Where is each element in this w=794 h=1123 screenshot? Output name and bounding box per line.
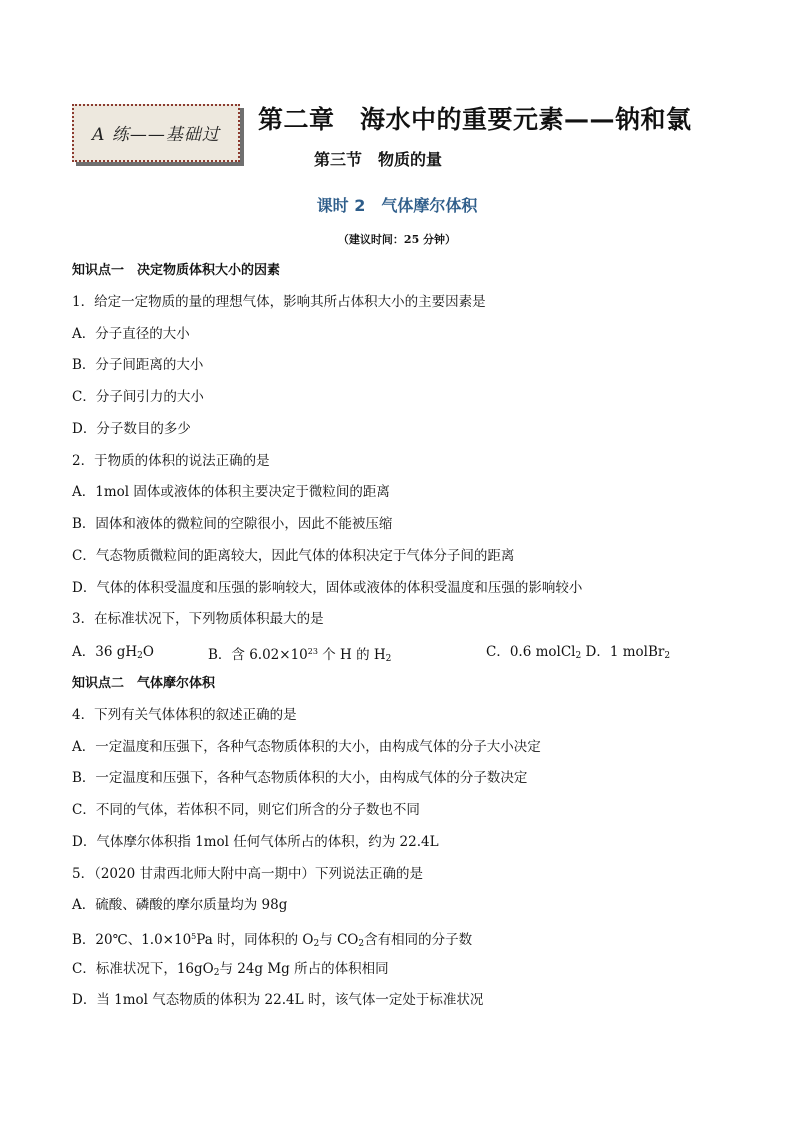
badge-text: A 练——基础过 — [92, 125, 220, 145]
section-title: 第三节 物质的量 — [314, 150, 443, 169]
question-2-option-b: B．固体和液体的微粒间的空隙很小，因此不能被压缩 — [72, 516, 393, 532]
question-5-option-d: D．当 1mol 气态物质的体积为 22.4L 时，该气体一定处于标准状况 — [72, 992, 484, 1008]
question-4-option-c: C．不同的气体，若体积不同，则它们所含的分子数也不同 — [72, 802, 420, 818]
question-5-option-b: B．20℃、$1.0\times 10^5Pa$ 时，同体积的 $O_2$与 $CO_2$含有相同的分子数 — [72, 932, 473, 949]
question-2-option-a: A．1mol 固体或液体的体积主要决定于微粒间的距离 — [72, 484, 390, 500]
question-1-stem: 1．给定一定物质的量的理想气体，影响其所占体积大小的主要因素是 — [72, 294, 486, 310]
chapter-title: 第二章 海水中的重要元素——钠和氯 — [258, 105, 692, 134]
lesson-title: 课时 2 气体摩尔体积 — [316, 196, 478, 215]
question-1-option-c: C．分子间引力的大小 — [72, 389, 204, 405]
question-4-option-d: D．气体摩尔体积指 1mol 任何气体所占的体积，约为 22.4L — [72, 834, 439, 850]
question-3-option-c-d: C．0.6 molCl$_2$ D．1 molBr$_2$ — [486, 644, 671, 661]
question-3-stem: 3．在标准状况下，下列物质体积最大的是 — [72, 611, 324, 627]
question-2-option-c: C．气态物质微粒间的距离较大，因此气体的体积决定于气体分子间的距离 — [72, 548, 515, 564]
question-4-option-a: A．一定温度和压强下，各种气态物质体积的大小，由构成气体的分子大小决定 — [72, 739, 541, 755]
knowledge-point-1: 知识点一 决定物质体积大小的因素 — [72, 263, 281, 278]
question-3-option-a: A．36 $gH_2O$ — [72, 644, 154, 661]
question-5-option-c: C．标准状况下，$16gO_2$与 24g Mg 所占的体积相同 — [72, 961, 389, 978]
question-1-option-b: B．分子间距离的大小 — [72, 357, 204, 373]
question-2-option-d: D．气体的体积受温度和压强的影响较大，固体或液体的体积受温度和压强的影响较小 — [72, 580, 583, 596]
knowledge-point-2: 知识点二 气体摩尔体积 — [72, 676, 216, 691]
question-4-stem: 4．下列有关气体体积的叙述正确的是 — [72, 707, 297, 723]
question-1-option-a: A．分子直径的大小 — [72, 326, 190, 342]
question-4-option-b: B．一定温度和压强下，各种气态物质体积的大小，由构成气体的分子数决定 — [72, 770, 528, 786]
section-badge — [72, 104, 240, 162]
question-5-option-a: A．硫酸、磷酸的摩尔质量均为 98g — [72, 897, 288, 913]
question-1-option-d: D．分子数目的多少 — [72, 421, 191, 437]
question-2-stem: 2．于物质的体积的说法正确的是 — [72, 453, 270, 469]
question-5-stem: 5．（2020 甘肃西北师大附中高一期中）下列说法正确的是 — [72, 866, 423, 882]
suggested-time: （建议时间：25 分钟） — [337, 233, 457, 246]
question-3-option-b: B．含 $6.02\times 10^{23}$ 个 H 的 $H_2$ — [208, 647, 392, 664]
